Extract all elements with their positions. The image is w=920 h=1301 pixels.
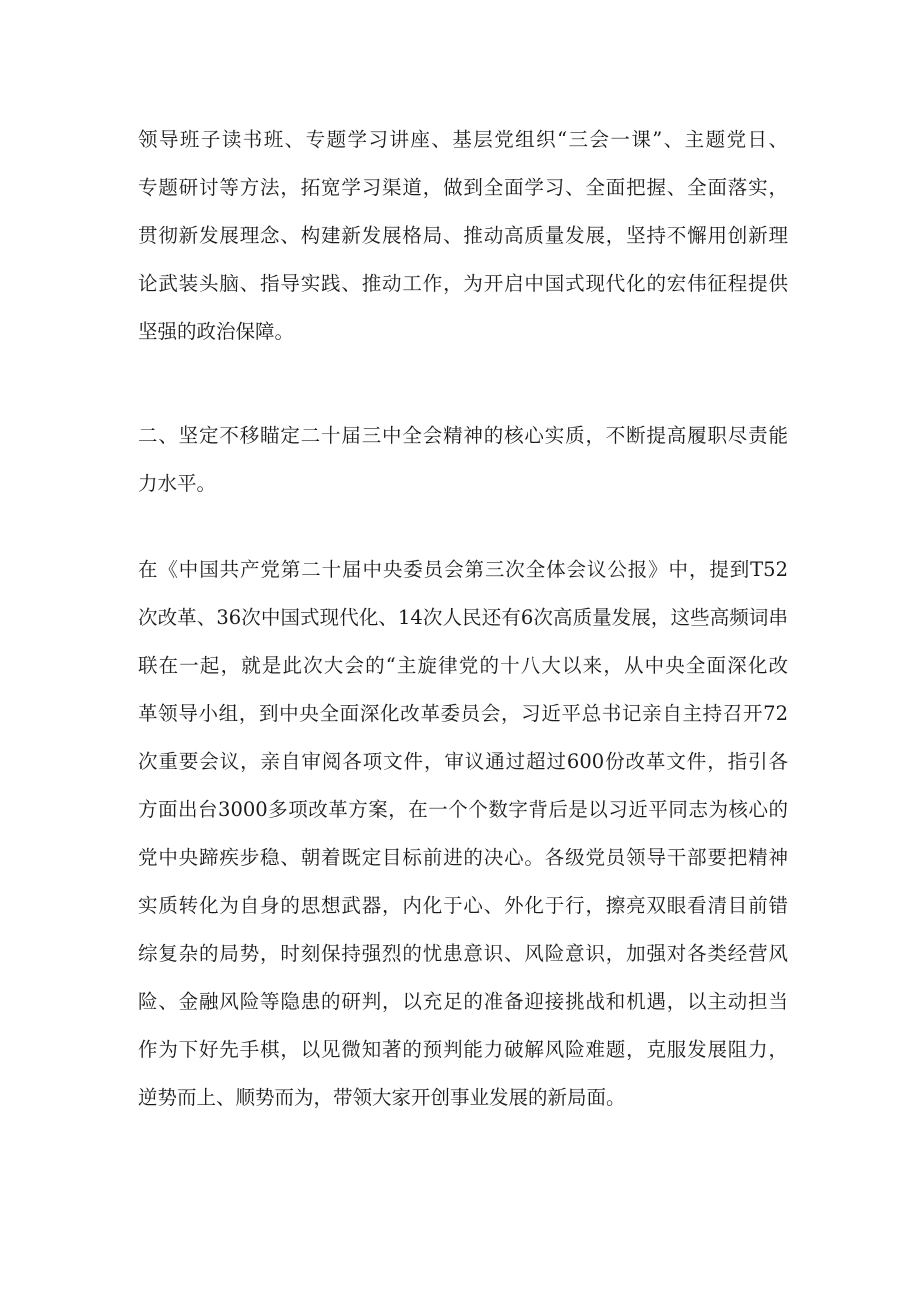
text-line: 作为下好先手棋，以见微知著的预判能力破解风险难题，克服发展阻力，: [138, 1038, 788, 1061]
text-line: 联在一起，就是此次大会的“主旋律党的十八大以来，从中央全面深化改: [138, 654, 788, 677]
text-line: 次改革、36次中国式现代化、14次人民还有6次高质量发展，这些高频词串: [138, 606, 788, 629]
heading-line: 二、坚定不移瞄定二十届三中全会精神的核心实质，不断提高履职尽责能: [138, 424, 788, 447]
paragraph-study-methods: [138, 116, 788, 356]
text-line: 次重要会议，亲自审阅各项文件，审议通过超过600份改革文件，指引各: [138, 750, 788, 773]
text-line: 党中央蹄疾步稳、朝着既定目标前进的决心。各级党员领导干部要把精神: [138, 846, 788, 869]
paragraph-plenum-communique: [138, 546, 788, 1122]
text-line: 方面出台3000多项改革方案，在一个个数字背后是以习近平同志为核心的: [138, 798, 788, 821]
text-line: 贯彻新发展理念、构建新发展格局、推动高质量发展，坚持不懈用创新理: [138, 224, 788, 247]
heading-line: 力水平。: [138, 472, 217, 495]
text-line: 革领导小组，到中央全面深化改革委员会，习近平总书记亲自主持召开72: [138, 702, 788, 725]
text-line: 坚强的政治保障。: [138, 320, 295, 343]
text-line: 专题研讨等方法，拓宽学习渠道，做到全面学习、全面把握、全面落实，: [138, 176, 788, 199]
text-line: 综复杂的局势，时刻保持强烈的忧患意识、风险意识，加强对各类经营风: [138, 942, 788, 965]
text-line: 论武装头脑、指导实践、推动工作，为开启中国式现代化的宏伟征程提供: [138, 272, 788, 295]
text-line: 逆势而上、顺势而为，带领大家开创事业发展的新局面。: [138, 1086, 626, 1109]
text-line: 在《中国共产党第二十届中央委员会第三次全体会议公报》中，提到T52: [138, 558, 788, 581]
text-line: 实质转化为自身的思想武器，内化于心、外化于行，擦亮双眼看清目前错: [138, 894, 788, 917]
section-heading-2: [138, 412, 788, 508]
text-line: 险、金融风险等隐患的研判，以充足的准备迎接挑战和机遇，以主动担当: [138, 990, 788, 1013]
text-line: 领导班子读书班、专题学习讲座、基层党组织“三会一课”、主题党日、: [138, 128, 788, 151]
